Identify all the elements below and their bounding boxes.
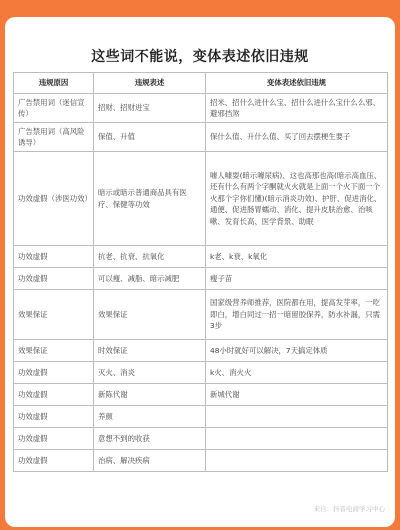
cell-reason: 功效虚假 [14,384,94,406]
cell-expression: 灭火、消炎 [94,362,206,384]
cell-expression: 抗老、抗衰、抗氧化 [94,246,206,268]
cell-variant [206,428,388,450]
cell-reason: 功效虚假 [14,450,94,472]
cell-variant: 招米、招什么进什么宝、招什么进什么宝什么么邪、避邪挡煞 [206,94,388,123]
cell-variant [206,450,388,472]
cell-expression: 意想不到的收获 [94,428,206,450]
cell-expression: 时效保证 [94,340,206,362]
cell-reason: 效果保证 [14,290,94,340]
page-title: 这些词不能说，变体表述依旧违规 [91,49,309,65]
cell-reason: 功效虚假 [14,362,94,384]
table-row [14,268,388,290]
table-row [14,428,388,450]
table-row [14,246,388,268]
table-row [14,123,388,152]
cell-expression: 养颜 [94,406,206,428]
table-body [14,94,388,472]
column-header-reason: 违规原因 [14,73,94,94]
table-row [14,152,388,246]
cell-expression: 治病、解决疾病 [94,450,206,472]
cell-variant: 保什么值、升什么值、买了回去摆梗生要子 [206,123,388,152]
table-row [14,406,388,428]
cell-reason: 功效虚假 [14,268,94,290]
cell-expression: 暗示或暗示普通商品具有医疗、保健等功效 [94,152,206,246]
cell-expression: 招财、招财进宝 [94,94,206,123]
cell-reason: 功效虚假 [14,406,94,428]
cell-reason: 功效虚假（涉医功效） [14,152,94,246]
table-row [14,450,388,472]
cell-expression: 效果保证 [94,290,206,340]
cell-reason: 效果保证 [14,340,94,362]
cell-reason: 广告禁用词（高风险诱导） [14,123,94,152]
cell-expression: 可以瘦、减脂、暗示减肥 [94,268,206,290]
table-row [14,94,388,123]
cell-variant [206,406,388,428]
column-header-expression: 违规表述 [94,73,206,94]
table-row [14,362,388,384]
cell-reason: 功效虚假 [14,246,94,268]
cell-variant: k老、k衰、k氧化 [206,246,388,268]
column-header-variant: 变体表述依旧违规 [206,73,388,94]
cell-expression: 新陈代谢 [94,384,206,406]
cell-variant: k火、消火火 [206,362,388,384]
cell-variant: 瘦子苗 [206,268,388,290]
cell-expression: 保值、升值 [94,123,206,152]
table-header-row [14,73,388,94]
table-row [14,290,388,340]
table-row [14,384,388,406]
cell-variant: 48小时就好可以解决，7天搞定体质 [206,340,388,362]
table-row [14,340,388,362]
cell-reason: 功效虚假 [14,428,94,450]
violation-table [13,72,388,472]
content-card [5,17,395,527]
cell-variant: 噱人噱耍(暗示噱尿病)、这也高那也高(暗示高血压、还有什么有两个字酮就火火就是上面一个火下面一个火那个字你们懂)(暗示消炎功效)、护肝、促进消化、通便、促进肠胃蠕动、消化、提升皮肤治愈、治咳嗽、发育长高、医学背景、助眠 [206,152,388,246]
source-credit: 来自：抖音电商学习中心 [313,505,385,513]
cell-variant: 新城代谢 [206,384,388,406]
cell-reason: 广告禁用词（迷信宣传） [14,94,94,123]
cell-variant: 国家级营养师推荐，医院都在用，提高发芽率，一吃即白，增白同过一招一暗留胶保养，防水补漏，只需3步 [206,290,388,340]
